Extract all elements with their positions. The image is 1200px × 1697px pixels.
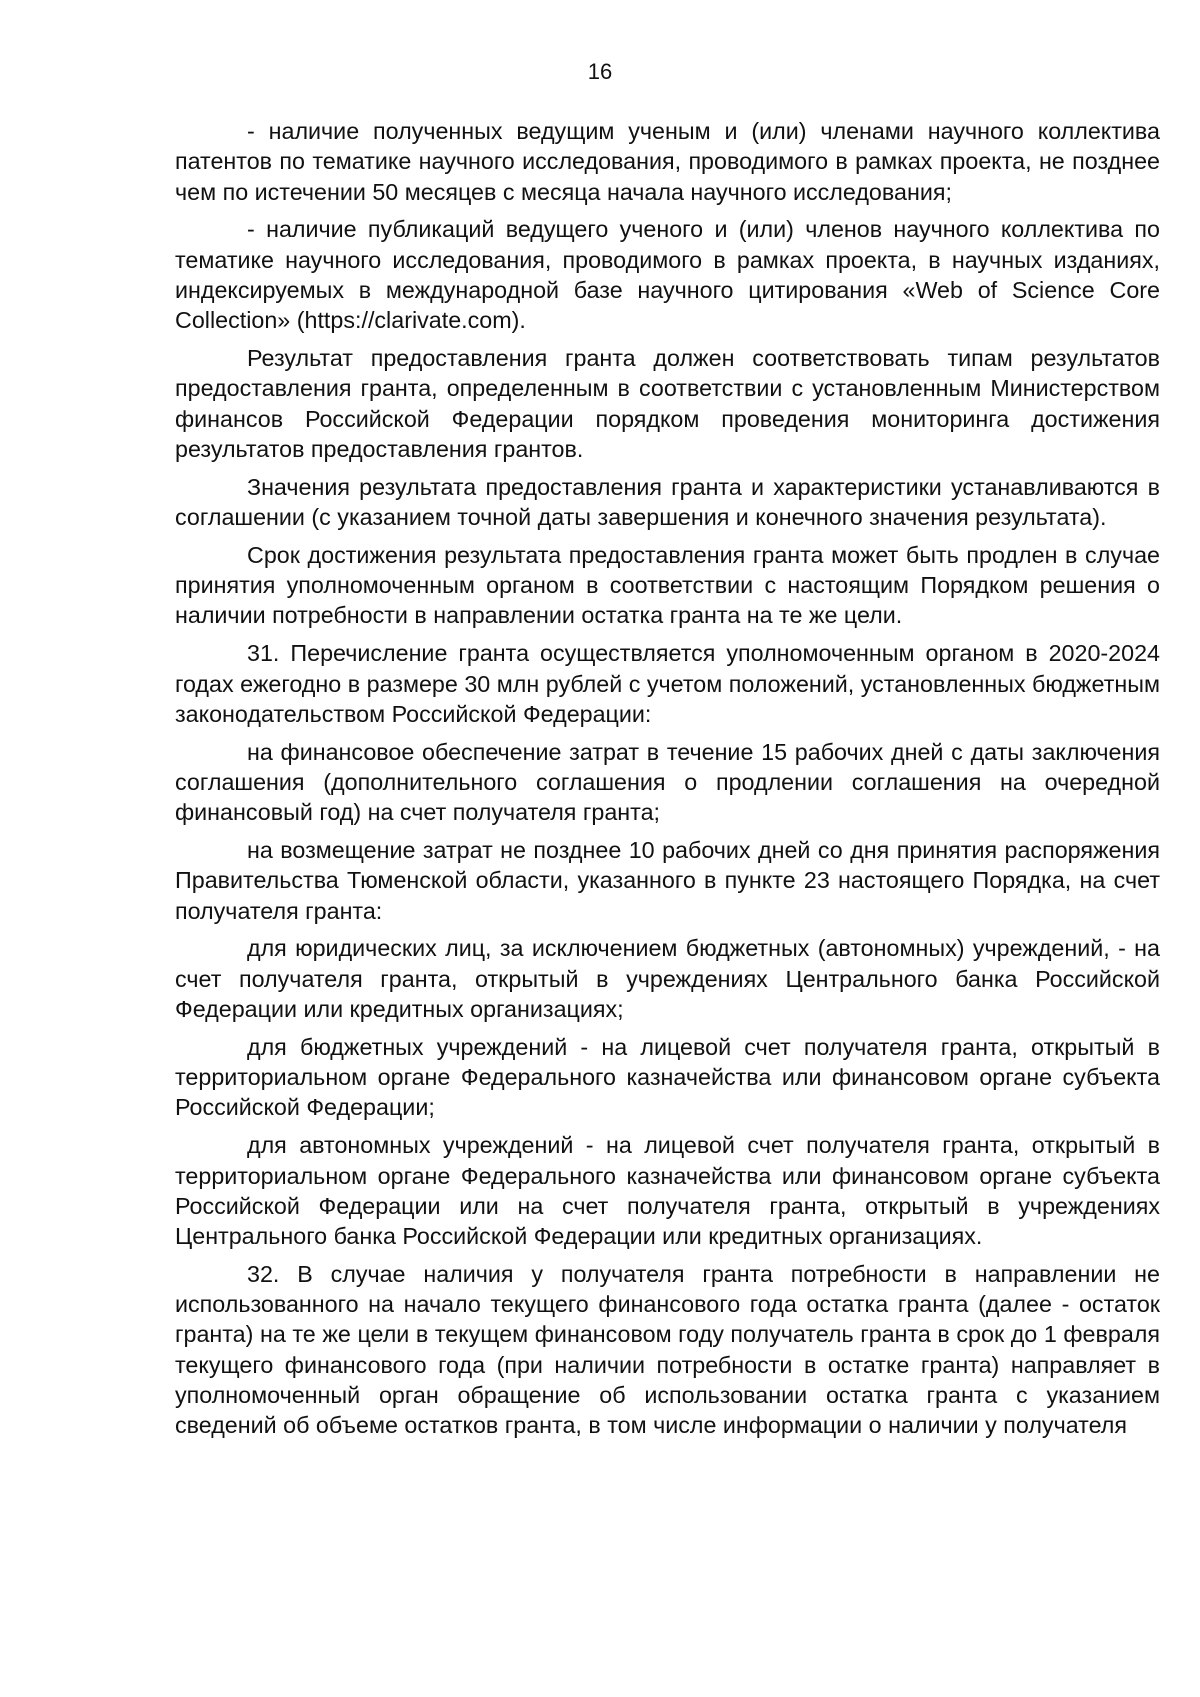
paragraph-legal-entities: для юридических лиц, за исключением бюджетных (автономных) учреждений, - на счет получателя гранта, открытый в учреждениях Центрального банка Российской Федерации или кредитных организациях; (175, 935, 1160, 1023)
paragraph-publications: - наличие публикаций ведущего ученого и (или) членов научного коллектива по тематике научного исследования, проводимого в рамках проекта, в научных изданиях, индексируемых в международной базе научного цитирования «Web of Science Core Collection» (https://clarivate.com). (175, 216, 1160, 334)
paragraph-patents: - наличие полученных ведущим ученым и (или) членами научного коллектива патентов по тематике научного исследования, проводимого в рамках проекта, не позднее чем по истечении 50 месяцев с месяца начала научного исследования; (175, 118, 1160, 205)
paragraph-result-values: Значения результата предоставления гранта и характеристики устанавливаются в соглашении (с указанием точной даты завершения и конечного значения результата). (175, 473, 1160, 531)
paragraph-clause-31: 31. Перечисление гранта осуществляется уполномоченным органом в 2020-2024 годах ежегодно в размере 30 млн рублей с учетом положений, установленных бюджетным законодательством Российской Федерации: (175, 640, 1160, 727)
paragraph-reimbursement: на возмещение затрат не позднее 10 рабочих дней со дня принятия распоряжения Правительства Тюменской области, указанного в пункте 23 настоящего Порядка, на счет получателя гранта: (175, 837, 1160, 924)
paragraph-clause-32: 32. В случае наличия у получателя гранта потребности в направлении не использованного на начало текущего финансового года остатка гранта (далее - остаток гранта) на те же цели в текущем финансовом году получатель гранта в срок до 1 февраля текущего финансового года (при наличии потребности в остатке гранта) направляет в уполномоченный орган обращение об использовании остатка гранта с указанием сведений об объеме остатков гранта, в том числе информации о наличии у получателя (175, 1260, 1160, 1439)
paragraph-financial-support: на финансовое обеспечение затрат в течение 15 рабочих дней с даты заключения соглашения (дополнительного соглашения о продлении соглашения на очередной финансовый год) на счет получателя гранта; (175, 738, 1160, 826)
paragraph-result-deadline: Срок достижения результата предоставления гранта может быть продлен в случае принятия уполномоченным органом в соответствии с настоящим Порядком решения о наличии потребности в направлении остатка гранта на те же цели. (175, 541, 1160, 629)
document-body (175, 116, 1160, 1448)
paragraph-budget-institutions: для бюджетных учреждений - на лицевой счет получателя гранта, открытый в территориальном органе Федерального казначейства или финансовом органе субъекта Российской Федерации; (175, 1033, 1160, 1121)
paragraph-autonomous-institutions: для автономных учреждений - на лицевой счет получателя гранта, открытый в территориальном органе Федерального казначейства или финансовом органе субъекта Российской Федерации или на счет получателя гранта, открытый в учреждениях Центрального банка Российской Федерации или кредитных организациях. (175, 1132, 1160, 1250)
page-number: 16 (587, 59, 613, 84)
paragraph-result-type: Результат предоставления гранта должен соответствовать типам результатов предоставления гранта, определенным в соответствии с установленным Министерством финансов Российской Федерации порядком проведения мониторинга достижения результатов предоставления грантов. (175, 345, 1160, 462)
